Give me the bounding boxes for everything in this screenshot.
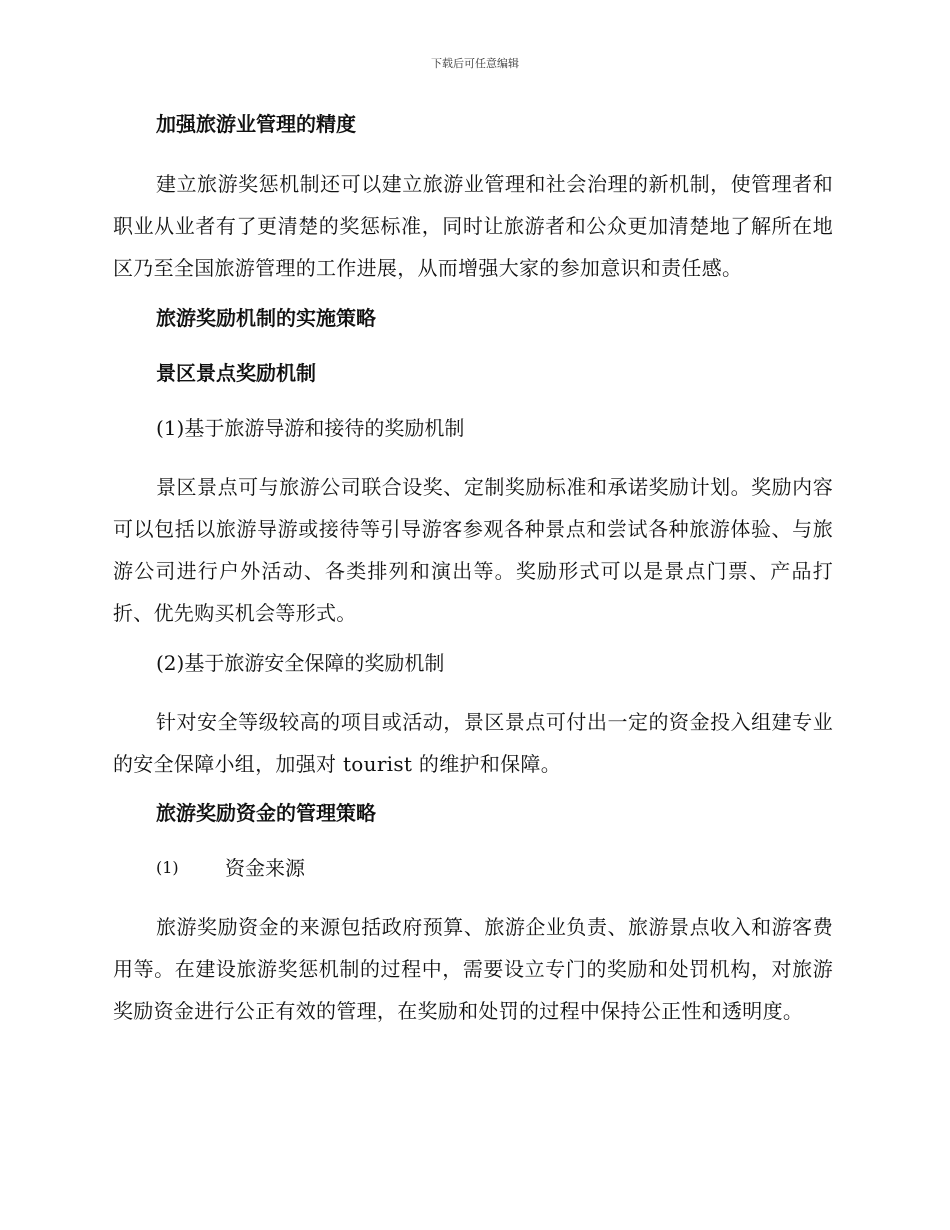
item-number: (1) bbox=[156, 858, 179, 877]
section-heading-management-precision: 加强旅游业管理的精度 bbox=[156, 112, 356, 136]
paragraph-management-precision: 建立旅游奖惩机制还可以建立旅游业管理和社会治理的新机制，使管理者和职业从业者有了更清楚的奖惩标准，同时让旅游者和公众更加清楚地了解所在地区乃至全国旅游管理的工作进展，从而增强大家的参加意识和责任感。 bbox=[113, 172, 833, 280]
paragraph-fund-source: 旅游奖励资金的来源包括政府预算、旅游企业负责、旅游景点收入和游客费用等。在建设旅游奖惩机制的过程中，需要设立专门的奖励和处罚机构，对旅游奖励资金进行公正有效的管理，在奖励和处罚的过程中保持公正性和透明度。 bbox=[113, 915, 833, 1023]
subheading-guide-reception-rewards: (1)基于旅游导游和接待的奖励机制 bbox=[156, 416, 465, 440]
section-heading-scenic-spot-rewards: 景区景点奖励机制 bbox=[156, 361, 316, 385]
page-header: 下载后可任意编辑 bbox=[431, 57, 519, 70]
paragraph-safety-rewards: 针对安全等级较高的项目或活动，景区景点可付出一定的资金投入组建专业的安全保障小组，加强对 tourist 的维护和保障。 bbox=[113, 710, 833, 776]
subheading-safety-rewards: (2)基于旅游安全保障的奖励机制 bbox=[156, 651, 445, 675]
section-heading-fund-management: 旅游奖励资金的管理策略 bbox=[156, 801, 376, 825]
numbered-item-fund-source bbox=[113, 852, 833, 884]
paragraph-guide-reception-rewards: 景区景点可与旅游公司联合设奖、定制奖励标准和承诺奖励计划。奖励内容可以包括以旅游导游或接待等引导游客参观各种景点和尝试各种旅游体验、与旅游公司进行户外活动、各类排列和演出等。奖励形式可以是景点门票、产品打折、优先购买机会等形式。 bbox=[113, 475, 833, 625]
document-body bbox=[113, 108, 833, 1045]
item-label: 资金来源 bbox=[225, 856, 305, 880]
section-heading-implementation-strategy: 旅游奖励机制的实施策略 bbox=[156, 306, 376, 330]
